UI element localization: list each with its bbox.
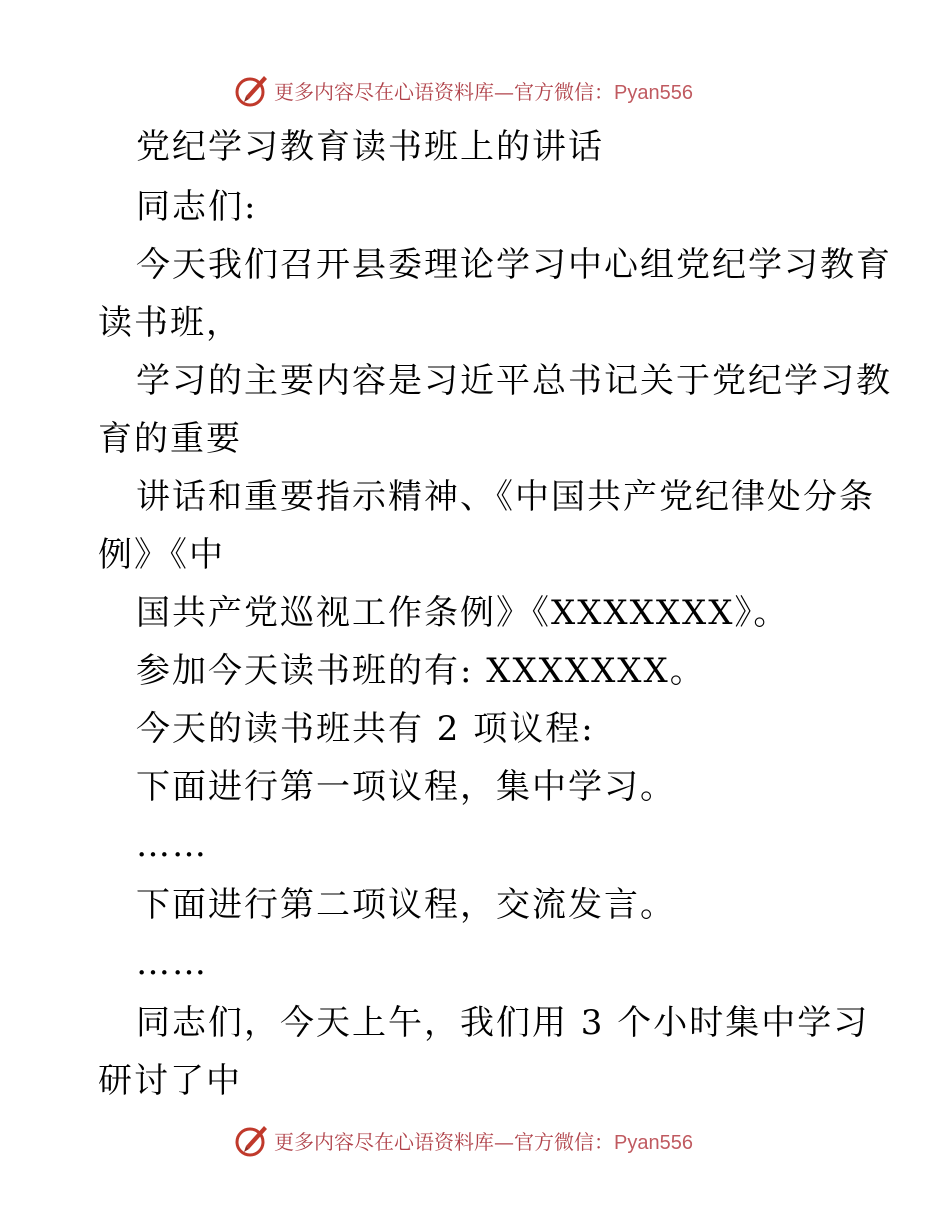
- quill-logo-icon: [234, 1122, 270, 1158]
- paragraph-line: 下面进行第二项议程，交流发言。: [136, 885, 676, 925]
- paragraph-line: 学习的主要内容是习近平总书记关于党纪学习教: [136, 361, 892, 401]
- paragraph-line: 国共产党巡视工作条例》《XXXXXXX》。: [136, 593, 790, 633]
- ellipsis-line: ……: [136, 825, 208, 865]
- paragraph-line: 今天我们召开县委理论学习中心组党纪学习教育: [136, 245, 892, 285]
- paragraph-line: 研讨了中: [98, 1061, 242, 1101]
- salutation: 同志们:: [136, 187, 258, 227]
- paragraph-line: 例》《中: [98, 535, 225, 575]
- quill-logo-icon: [234, 72, 270, 108]
- paragraph-line: 读书班，: [98, 303, 242, 343]
- paragraph-line: 育的重要: [98, 419, 242, 459]
- ellipsis-line: ……: [136, 943, 208, 983]
- document-title: 党纪学习教育读书班上的讲话: [136, 127, 604, 167]
- paragraph-line: 今天的读书班共有 2 项议程:: [136, 709, 595, 749]
- header-banner-text: 更多内容尽在心语资料库—官方微信：Pyan556: [274, 79, 693, 104]
- footer-banner-text: 更多内容尽在心语资料库—官方微信：Pyan556: [274, 1129, 693, 1154]
- paragraph-line: 同志们，今天上午，我们用 3 个小时集中学习: [136, 1003, 870, 1043]
- footer-banner: [234, 1120, 693, 1160]
- paragraph-line: 参加今天读书班的有: XXXXXXX。: [136, 651, 706, 691]
- footer-wechat-id: Pyan556: [614, 1131, 693, 1154]
- header-wechat-id: Pyan556: [614, 81, 693, 104]
- paragraph-line: 下面进行第一项议程，集中学习。: [136, 767, 676, 807]
- header-banner: [234, 70, 693, 110]
- paragraph-line: 讲话和重要指示精神、《中国共产党纪律处分条: [136, 477, 875, 517]
